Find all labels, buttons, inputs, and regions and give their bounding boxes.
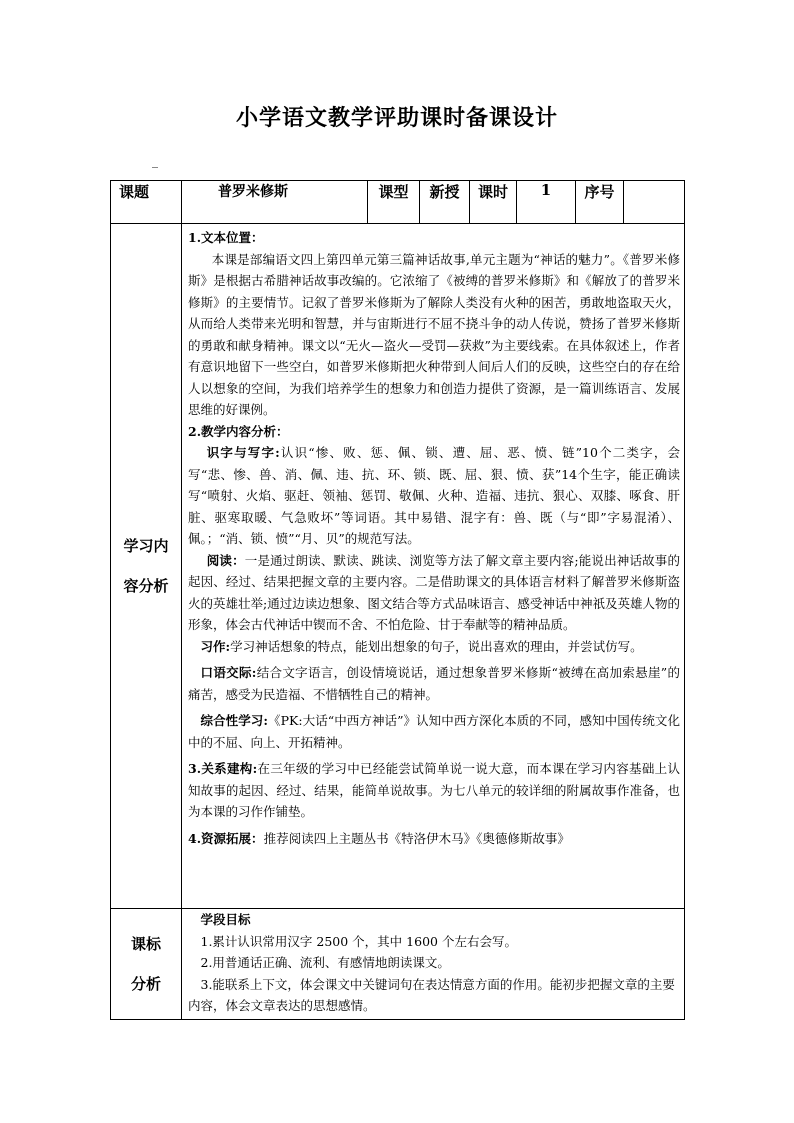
topic-value: 普罗米修斯 (182, 181, 368, 224)
integrated-paragraph (188, 710, 680, 753)
lesson-plan-table (110, 180, 685, 1020)
standards-item: 2.用普通话正确、流利、有感情地朗读课文。 (200, 955, 450, 970)
blank-line-mark: _ (152, 154, 158, 168)
integrated-label: 综合性学习: (200, 713, 268, 728)
section-text-position-body: 本课是部编语文四上第四单元第三篇神话故事,单元主题为“神话的魅力”。《普罗米修斯》是根据古希腊神话故事改编的。它浓缩了《被缚的普罗米修斯》和《解放了的普罗米修斯》的主要情节。记叙了普罗米修斯为了解除人类没有火种的困苦，勇敢地盗取天火，从而给人类带来光明和智慧，并与宙斯进行不屈不挠斗争的动人传说，赞扬了普罗米修斯的勇敢和献身精神。课文以“无火—盗火—受罚—获救”为主要线索。在具体叙述上，作者有意识地留下一些空白，如普罗米修斯把火种带到人间后人们的反映，这些空白的存在给人以想象的空间，为我们培养学生的想象力和创造力提供了资源，是一篇训练语言、发展思维的好课例。 (188, 251, 680, 417)
period-label: 课时 (470, 181, 517, 224)
serial-value (624, 181, 685, 224)
type-label: 课型 (368, 181, 420, 224)
relation-text: 在三年级的学习中已经能尝试简单说一说大意，而本课在学习内容基础上认知故事的起因、经过、结果，能简单说故事。为七八单元的较详细的附属故事作准备，也为本课的习作作铺垫。 (188, 761, 680, 819)
section-text-position-title: 1.文本位置： (188, 230, 264, 245)
standards-item: 1.累计认识常用汉字 2500 个，其中 1600 个左右会写。 (200, 933, 517, 949)
writing-paragraph (188, 636, 680, 658)
relation-paragraph (188, 758, 680, 823)
analysis-label-line2: 容分析 (123, 577, 169, 595)
reading-text: 一是通过朗读、默读、跳读、浏览等方法了解文章主要内容;能说出神话故事的起因、经过、结果把握文章的主要内容。二是借助课文的具体语言材料了解普罗米修斯盗火的英雄壮举;通过边读边想象、图文结合等方式品味语言、感受神话中神祇及英雄人物的形象，体会古代神话中锲而不舍、不怕危险、甘于奉献等的精神品质。 (188, 552, 680, 632)
topic-label: 课题 (111, 181, 182, 224)
literacy-paragraph (188, 442, 680, 550)
oral-text: 结合文字语言，创设情境说话，通过想象普罗米修斯“被缚在高加索悬崖”的痛苦，感受为民造福、不惜牺牲自己的精神。 (188, 665, 680, 702)
analysis-row (111, 224, 685, 909)
resource-paragraph (188, 828, 680, 850)
standards-row (111, 909, 685, 1020)
serial-label: 序号 (576, 181, 624, 224)
analysis-label (111, 224, 182, 909)
standards-item: 3.能联系上下文，体会课文中关键词句在表达情意方面的作用。能初步把握文章的主要内容，体会文章表达的思想感情。 (188, 976, 675, 1013)
standards-label (111, 909, 182, 1020)
writing-text: 学习神话想象的特点，能划出想象的句子，说出喜欢的理由，并尝试仿写。 (230, 638, 643, 654)
reading-paragraph (188, 550, 680, 636)
resource-label: 4.资源拓展： (188, 830, 264, 846)
oral-paragraph (188, 662, 680, 705)
analysis-content (182, 224, 685, 909)
header-row (111, 181, 685, 224)
standards-heading: 学段目标 (200, 912, 251, 927)
relation-label: 3.关系建构: (188, 761, 258, 776)
period-value: 1 (517, 181, 576, 224)
section-content-analysis-title: 2.教学内容分析： (188, 423, 289, 439)
standards-content (182, 909, 685, 1020)
literacy-text: 认识“惨、败、惩、佩、锁、遭、屈、恶、愤、链”10个二类字，会写“悲、惨、兽、消、佩、违、抗、环、锁、既、屈、狠、愤、获”14个生字，能正确读写“喷射、火焰、驱赶、领袖、惩罚、敬佩、火种、造福、违抗、狠心、双膝、啄食、肝脏、驱寒取暖、气急败坏”等词语。其中易错、混字有：兽、既（与“即”字易混淆）、佩。；“消、锁、愤”“月、贝”的规范写法。 (188, 445, 680, 546)
oral-label: 口语交际: (200, 665, 257, 680)
standards-label-line1: 课标 (130, 934, 161, 953)
literacy-label: 识字与写字: (206, 445, 280, 460)
page-title: 小学语文教学评助课时备课设计 (235, 105, 558, 131)
analysis-label-line1: 学习内 (123, 537, 169, 555)
resource-text: 推荐阅读四上主题丛书《特洛伊木马》《奥德修斯故事》 (263, 830, 570, 846)
writing-label: 习作: (200, 638, 231, 654)
integrated-text: 《PK:大话“中西方神话”》认知中西方深化本质的不同，感知中国传统文化中的不屈、向上、开拓精神。 (188, 713, 680, 750)
standards-label-line2: 分析 (130, 974, 161, 993)
reading-label: 阅读： (206, 552, 245, 568)
type-value: 新授 (420, 181, 470, 224)
